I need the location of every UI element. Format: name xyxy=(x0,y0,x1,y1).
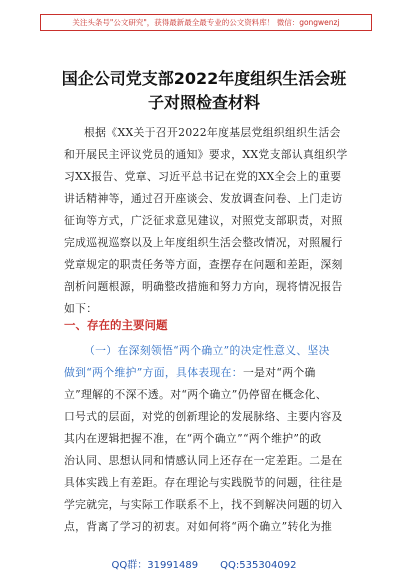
body-line: 点，背离了学习的初衷。对如何将“两个确立”转化为推 xyxy=(64,520,333,533)
sub-heading-line-1: （一）在深刻领悟“两个确立”的决定性意义、坚决 xyxy=(84,344,330,357)
document-title-line-1: 国企公司党支部2022年度组织生活会班 xyxy=(61,69,347,88)
intro-line: 完成巡视巡察以及上年度组织生活会整改情况，对照履行 xyxy=(64,236,343,249)
intro-line: 根据《XX关于召开2022年度基层党组织组织生活会 xyxy=(84,126,341,139)
footer xyxy=(0,556,408,571)
body-line: 口号式的层面，对党的创新理论的发展脉络、主要内容及 xyxy=(64,410,343,423)
intro-line: 剖析问题根源，明确整改措施和努力方向，现将情况报告 xyxy=(64,280,343,293)
section-heading: 一、存在的主要问题 xyxy=(64,318,168,332)
intro-line: 如下： xyxy=(64,302,98,315)
intro-line: 党章规定的职责任务等方面，查摆存在问题和差距，深刻 xyxy=(64,258,343,271)
header-banner: 关注头条号"公文研究"，获得最新最全最专业的公文资料库！ 微信：gongwenzj xyxy=(40,14,372,31)
sub-heading-line-2 xyxy=(64,362,350,384)
body-line: 具体实践上有差距。存在理论与实践脱节的问题，往往是 xyxy=(64,476,343,489)
footer-qq-group: QQ群：31991489 xyxy=(111,560,199,571)
body-line: 学完就完，与实际工作联系不上，找不到解决问题的切入 xyxy=(64,498,343,511)
body-line: 其内在逻辑把握不准，在“两个确立”“两个维护”的政 xyxy=(64,432,322,445)
sub-heading-tail: 做到“两个维护”方面，具体表现在： xyxy=(64,366,243,379)
intro-line: 征询等方式，广泛征求意见建议，对照党支部职责，对照 xyxy=(64,214,343,227)
intro-line: 讲话精神等，通过召开座谈会、发放调查问卷、上门走访 xyxy=(64,192,343,205)
intro-line: 和开展民主评议党员的通知》要求，XX党支部认真组织学 xyxy=(64,148,348,161)
body-text-start: 一是对“两个确 xyxy=(242,366,316,379)
body-line: 立”理解的不深不透。对“两个确立”仍停留在概念化、 xyxy=(64,388,327,401)
footer-qq: QQ:535304092 xyxy=(220,560,297,571)
intro-line: 习XX报告、党章、习近平总书记在党的XX全会上的重要 xyxy=(64,170,342,183)
document-title-line-2: 子对照检查材料 xyxy=(147,93,260,112)
body-line: 治认同、思想认同和情感认同上还存在一定差距。二是在 xyxy=(64,454,343,467)
